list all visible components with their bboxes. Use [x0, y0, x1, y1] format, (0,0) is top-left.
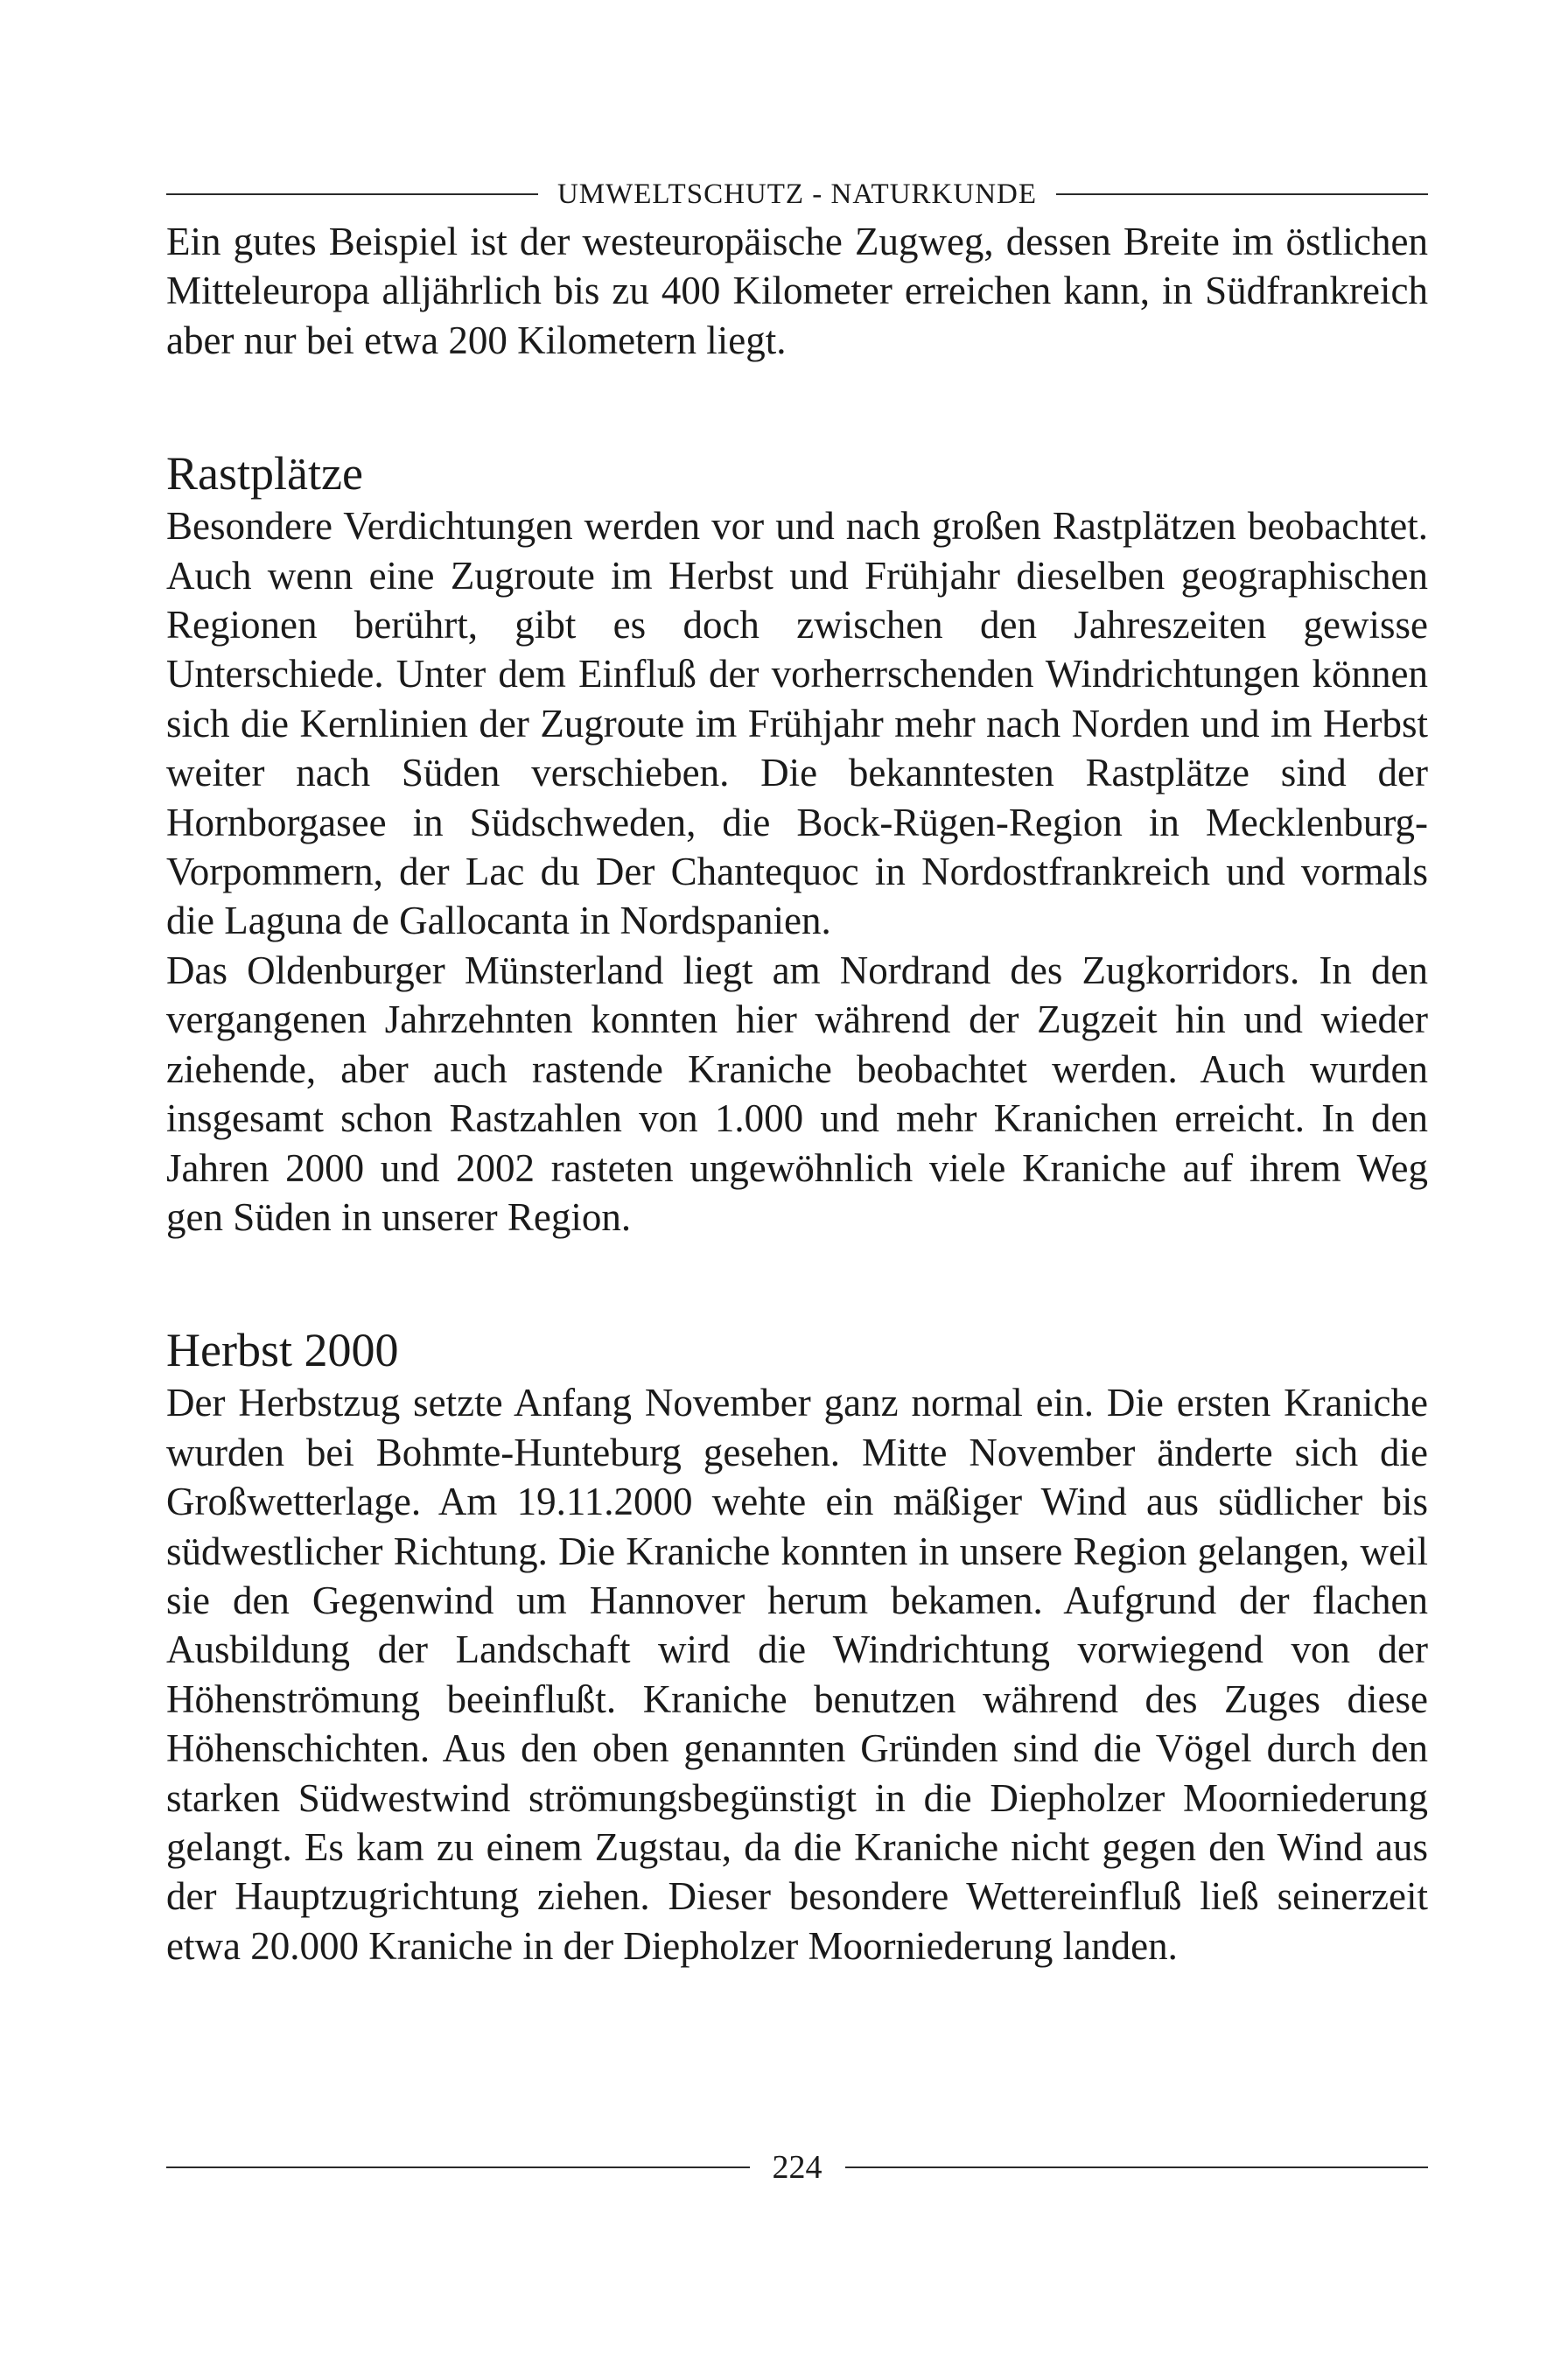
running-head-rule-left	[166, 193, 538, 195]
running-head	[166, 175, 1428, 214]
section-heading-herbst-2000: Herbst 2000	[166, 1324, 399, 1377]
section-heading-rastplaetze: Rastplätze	[166, 447, 363, 500]
page-number: 224	[772, 2149, 822, 2186]
section-paragraph: Der Herbstzug setzte Anfang November ganz normal ein. Die ersten Kraniche wurden bei Bohmte-Hunteburg gesehen. Mitte November änderte sich die Großwetterlage. Am 19.11.2000 wehte ein mäßiger Wind aus südlicher bis südwestlicher Richtung. Die Kraniche konnten in unsere Region gelangen, weil sie den Gegenwind um Hannover herum bekamen. Aufgrund der flachen Ausbildung der Landschaft wird die Windrichtung vorwiegend von der Höhenströmung beeinflußt. Kraniche benutzen während des Zuges diese Höhenschichten. Aus den oben genannten Gründen sind die Vögel durch den starken Südwestwind strömungsbegünstigt in die Diepholzer Moorniederung gelangt. Es kam zu einem Zugstau, da die Kraniche nicht gegen den Wind aus der Hauptzugrichtung ziehen. Dieser besondere Wettereinfluß ließ seinerzeit etwa 20.000 Kraniche in der Diepholzer Moorniederung landen.	[166, 1381, 1428, 1968]
intro-paragraph: Ein gutes Beispiel ist der westeuropäische Zugweg, dessen Breite im östlichen Mitteleuropa alljährlich bis zu 400 Kilometer erreichen kann, in Südfrankreich aber nur bei etwa 200 Kilometern liegt.	[166, 220, 1428, 362]
section-paragraph: Besondere Verdichtungen werden vor und nach großen Rastplätzen beobachtet. Auch wenn eine Zugroute im Herbst und Frühjahr dieselben geographischen Regionen berührt, gibt es doch zwischen den Jahreszeiten gewisse Unterschiede. Unter dem Einfluß der vorherrschenden Windrichtungen können sich die Kernlinien der Zugroute im Frühjahr mehr nach Norden und im Herbst weiter nach Süden verschieben. Die bekanntesten Rastplätze sind der Hornborgasee in Südschweden, die Bock-Rügen-Region in Mecklenburg-Vorpommern, der Lac du Der Chantequoc in Nordostfrankreich und vormals die Laguna de Gallocanta in Nordspanien.	[166, 504, 1428, 943]
footer-rule-right	[845, 2166, 1429, 2168]
running-head-title: UMWELTSCHUTZ - NATURKUNDE	[556, 178, 1038, 210]
footer-rule-left	[166, 2166, 750, 2168]
running-head-rule-right	[1056, 193, 1428, 195]
section-paragraph: Das Oldenburger Münsterland liegt am Nordrand des Zugkorridors. In den vergangenen Jahrzehnten konnten hier während der Zugzeit hin und wieder ziehende, aber auch rastende Kraniche beobachtet werden. Auch wurden insgesamt schon Rastzahlen von 1.000 und mehr Kranichen erreicht. In den Jahren 2000 und 2002 rasteten ungewöhnlich viele Kraniche auf ihrem Weg gen Süden in unserer Region.	[166, 948, 1428, 1239]
page-footer	[166, 2146, 1428, 2189]
book-page	[166, 175, 1428, 2275]
